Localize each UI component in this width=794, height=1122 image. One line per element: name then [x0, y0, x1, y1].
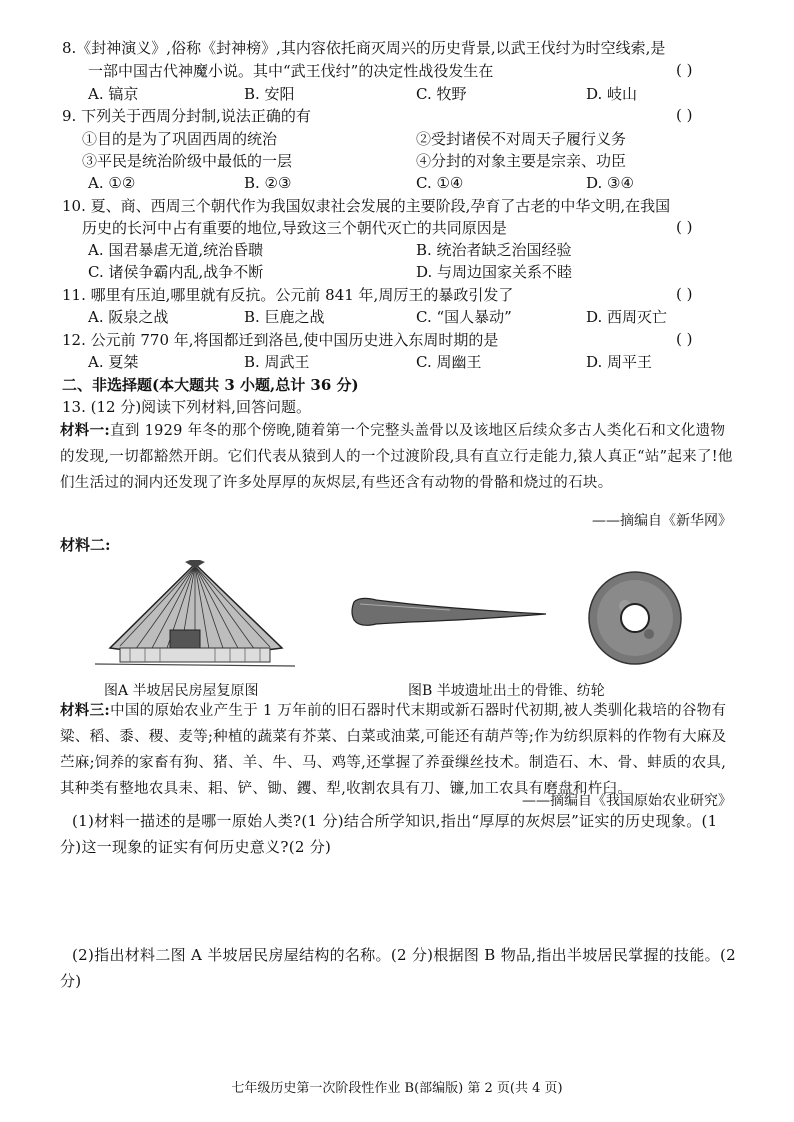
q9-option-d: D. ③④	[586, 174, 634, 192]
q10-answer-paren: ( )	[676, 218, 693, 236]
material-1-label: 材料一:	[60, 422, 111, 439]
q9-item-1: ①目的是为了巩固西周的统治	[82, 130, 278, 148]
q8-option-c: C. 牧野	[416, 85, 467, 103]
material-2-label: 材料二:	[60, 536, 111, 554]
material-3-source: ——摘编自《我国原始农业研究》	[522, 793, 732, 809]
q10-stem-line1: 10. 夏、商、西周三个朝代作为我国奴隶社会发展的主要阶段,孕育了古老的中华文明,在我国	[62, 197, 671, 215]
bone-awl-illustration	[350, 592, 550, 632]
figure-b-caption: 图B 半坡遗址出土的骨锥、纺轮	[408, 683, 605, 699]
material-1-source: ——摘编自《新华网》	[592, 513, 732, 529]
q11-option-c: C. “国人暴动”	[416, 308, 512, 326]
page-footer: 七年级历史第一次阶段性作业 B(部编版) 第 2 页(共 4 页)	[231, 1081, 563, 1096]
q9-item-2: ②受封诸侯不对周天子履行义务	[416, 130, 627, 148]
q8-option-d: D. 岐山	[586, 85, 638, 103]
material-1	[60, 418, 740, 496]
q11-answer-paren: ( )	[676, 285, 693, 303]
section-heading: 二、非选择题(本大题共 3 小题,总计 36 分)	[62, 376, 359, 394]
q8-answer-paren: ( )	[676, 61, 693, 79]
q10-option-a: A. 国君暴虐无道,统治昏聩	[88, 241, 264, 259]
q8-option-a: A. 镐京	[88, 85, 139, 103]
q10-option-d: D. 与周边国家关系不睦	[416, 263, 573, 281]
q8-stem-line2: 一部中国古代神魔小说。其中“武王伐纣”的决定性战役发生在	[88, 62, 494, 80]
q9-option-b: B. ②③	[244, 174, 292, 192]
q9-stem: 9. 下列关于西周分封制,说法正确的有	[62, 107, 311, 125]
sub-question-2: (2)指出材料二图 A 半坡居民房屋结构的名称。(2 分)根据图 B 物品,指出半坡居民掌握的技能。(2 分)	[60, 946, 736, 990]
q12-option-b: B. 周武王	[244, 353, 310, 371]
material-1-text: 直到 1929 年冬的那个傍晚,随着第一个完整头盖骨以及该地区后续众多古人类化石和文化遗物的发现,一切都豁然开朗。它们代表从猿到人的一个过渡阶段,具有直立行走能力,猿人真正“站”起来了!他们生活过的洞内还发现了许多处厚厚的灰烬层,有些还含有动物的骨骼和烧过的石块。	[60, 423, 733, 491]
q9-item-3: ③平民是统治阶级中最低的一层	[82, 152, 293, 170]
q9-option-a: A. ①②	[88, 174, 136, 192]
hut-illustration	[90, 560, 300, 680]
q10-option-c: C. 诸侯争霸内乱,战争不断	[88, 263, 264, 281]
q11-option-a: A. 阪泉之战	[88, 308, 169, 326]
q9-option-c: C. ①④	[416, 174, 464, 192]
material-3-label: 材料三:	[60, 702, 111, 719]
q8-stem-line1: 8.《封神演义》,俗称《封神榜》,其内容依托商灭周兴的历史背景,以武王伐纣为时空线索,是	[62, 39, 666, 57]
spindle-whorl-illustration	[585, 568, 685, 668]
q10-option-b: B. 统治者缺乏治国经验	[416, 241, 572, 259]
q12-answer-paren: ( )	[676, 330, 693, 348]
material-3	[60, 698, 740, 802]
q13-stem: 13. (12 分)阅读下列材料,回答问题。	[62, 398, 311, 416]
q11-stem: 11. 哪里有压迫,哪里就有反抗。公元前 841 年,周厉王的暴政引发了	[62, 286, 514, 304]
q9-answer-paren: ( )	[676, 106, 693, 124]
q12-option-c: C. 周幽王	[416, 353, 482, 371]
q12-stem: 12. 公元前 770 年,将国都迁到洛邑,使中国历史进入东周时期的是	[62, 331, 499, 349]
material-3-text: 中国的原始农业产生于 1 万年前的旧石器时代末期或新石器时代初期,被人类驯化栽培的谷物有粱、稻、黍、稷、麦等;种植的蔬菜有芥菜、白菜或油菜,可能还有葫芦等;作为纺织原料的作物有大麻及苎麻;饲养的家畜有狗、猪、羊、牛、马、鸡等,还掌握了养蚕缫丝技术。制造石、木、骨、蚌质的农具,其种类有整地农具耒、耜、铲、锄、钁、犁,收割农具有刀、镰,加工农具有磨盘和杵臼。	[60, 703, 727, 797]
q11-option-d: D. 西周灭亡	[586, 308, 668, 326]
q12-option-d: D. 周平王	[586, 353, 653, 371]
figure-a-caption: 图A 半坡居民房屋复原图	[104, 683, 259, 699]
q10-stem-line2: 历史的长河中占有重要的地位,导致这三个朝代灭亡的共同原因是	[82, 219, 507, 237]
q12-option-a: A. 夏桀	[88, 353, 139, 371]
sub-question-1: (1)材料一描述的是哪一原始人类?(1 分)结合所学知识,指出“厚厚的灰烬层”证实的历史现象。(1 分)这一现象的证实有何历史意义?(2 分)	[60, 812, 718, 856]
q9-item-4: ④分封的对象主要是宗亲、功臣	[416, 152, 627, 170]
q8-option-b: B. 安阳	[244, 85, 295, 103]
q11-option-b: B. 巨鹿之战	[244, 308, 325, 326]
